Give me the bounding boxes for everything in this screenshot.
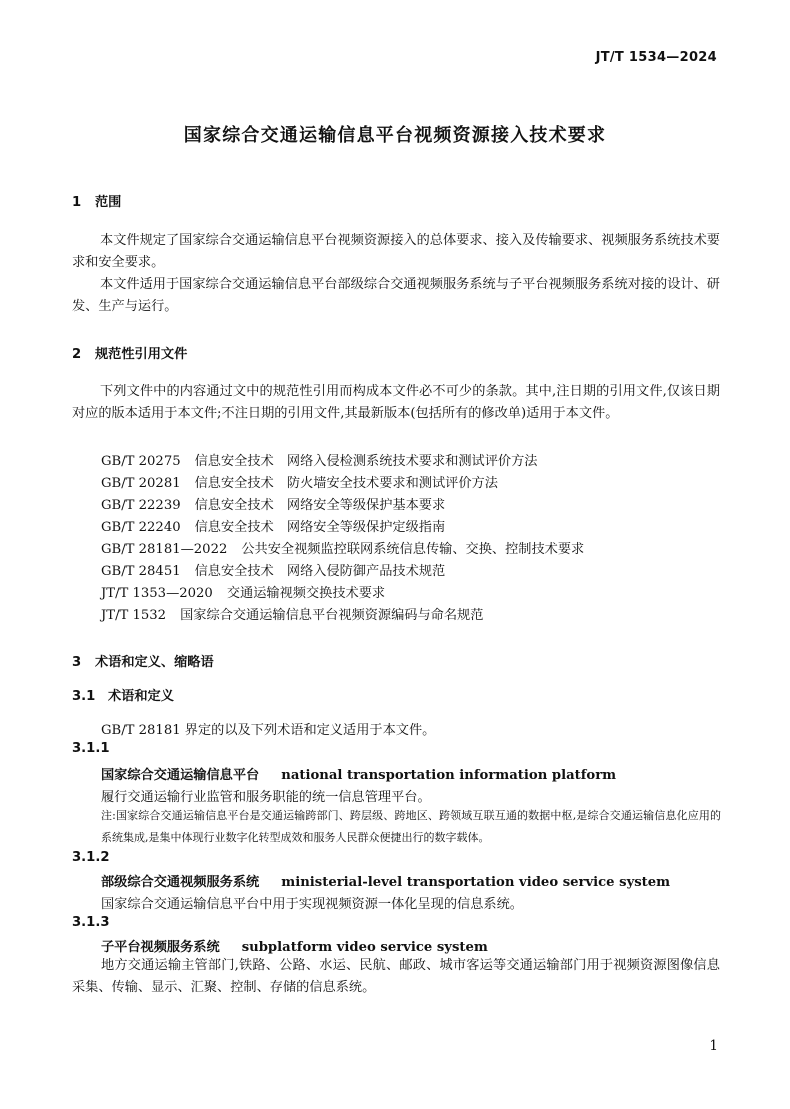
reference-name: 国家综合交通运输信息平台视频资源编码与命名规范 xyxy=(180,608,484,623)
term-english: ministerial-level transportation video service system xyxy=(281,875,671,890)
section-2-intro: 下列文件中的内容通过文中的规范性引用而构成本文件必不可少的条款。其中,注日期的引用文件,仅该日期对应的版本适用于本文件;不注日期的引用文件,其最新版本(包括所有的修改单)适用于本文件。 xyxy=(72,384,720,421)
section-1-paragraph-2: 本文件适用于国家综合交通运输信息平台部级综合交通视频服务系统与子平台视频服务系统对接的设计、研发、生产与运行。 xyxy=(72,277,720,314)
reference-item xyxy=(101,582,385,601)
reference-name: 信息安全技术 网络安全等级保护基本要求 xyxy=(194,498,446,513)
section-title: 范围 xyxy=(95,195,122,210)
reference-name: 公共安全视频监控联网系统信息传输、交换、控制技术要求 xyxy=(241,542,585,557)
term-number: 3.1.3 xyxy=(72,915,110,930)
reference-item xyxy=(101,538,584,557)
reference-code: GB/T 22239 xyxy=(101,498,181,513)
section-number: 2 xyxy=(72,347,82,362)
section-1-paragraph-1: 本文件规定了国家综合交通运输信息平台视频资源接入的总体要求、接入及传输要求、视频服务系统技术要求和安全要求。 xyxy=(72,233,720,270)
section-title: 规范性引用文件 xyxy=(95,347,188,362)
term-heading xyxy=(101,936,488,955)
subsection-number: 3.1 xyxy=(72,689,96,704)
term-note: 注:国家综合交通运输信息平台是交通运输跨部门、跨层级、跨地区、跨领域互联互通的数据中枢,是综合交通运输信息化应用的系统集成,是集中体现行业数字化转型成效和服务人民群众便捷出行的数字载体。 xyxy=(101,809,721,844)
section-number: 3 xyxy=(72,655,82,670)
reference-code: GB/T 28451 xyxy=(101,564,181,579)
reference-item xyxy=(101,472,498,491)
term-heading xyxy=(101,764,616,783)
reference-name: 信息安全技术 防火墙安全技术要求和测试评价方法 xyxy=(194,476,498,491)
term-chinese: 部级综合交通视频服务系统 xyxy=(101,875,260,890)
reference-item xyxy=(101,516,445,535)
subsection-3-1-heading xyxy=(72,685,174,704)
reference-item xyxy=(101,604,483,623)
term-definition: 履行交通运输行业监管和服务职能的统一信息管理平台。 xyxy=(101,790,431,805)
section-2-heading xyxy=(72,343,187,362)
reference-code: GB/T 20281 xyxy=(101,476,181,491)
reference-code: GB/T 28181—2022 xyxy=(101,542,228,557)
section-title: 术语和定义、缩略语 xyxy=(95,655,214,670)
reference-name: 信息安全技术 网络入侵检测系统技术要求和测试评价方法 xyxy=(194,454,538,469)
reference-name: 信息安全技术 网络安全等级保护定级指南 xyxy=(194,520,446,535)
term-chinese: 子平台视频服务系统 xyxy=(101,940,220,955)
reference-code: GB/T 20275 xyxy=(101,454,181,469)
term-number: 3.1.2 xyxy=(72,850,110,865)
reference-code: GB/T 22240 xyxy=(101,520,181,535)
term-english: national transportation information platform xyxy=(281,768,617,783)
term-english: subplatform video service system xyxy=(241,940,488,955)
page-number: 1 xyxy=(709,1038,718,1054)
document-code: JT/T 1534—2024 xyxy=(595,50,717,65)
term-number: 3.1.1 xyxy=(72,741,110,756)
terms-intro: GB/T 28181 界定的以及下列术语和定义适用于本文件。 xyxy=(101,723,436,738)
subsection-title: 术语和定义 xyxy=(108,689,174,704)
document-title: 国家综合交通运输信息平台视频资源接入技术要求 xyxy=(183,125,607,146)
section-number: 1 xyxy=(72,195,82,210)
term-heading xyxy=(101,871,670,890)
reference-item xyxy=(101,450,537,469)
reference-code: JT/T 1353—2020 xyxy=(101,586,213,601)
reference-code: JT/T 1532 xyxy=(101,608,167,623)
reference-name: 信息安全技术 网络入侵防御产品技术规范 xyxy=(194,564,446,579)
reference-name: 交通运输视频交换技术要求 xyxy=(226,586,386,601)
term-definition: 国家综合交通运输信息平台中用于实现视频资源一体化呈现的信息系统。 xyxy=(101,897,523,912)
term-definition: 地方交通运输主管部门,铁路、公路、水运、民航、邮政、城市客运等交通运输部门用于视频资源图像信息采集、传输、显示、汇聚、控制、存储的信息系统。 xyxy=(72,958,720,995)
term-chinese: 国家综合交通运输信息平台 xyxy=(101,768,260,783)
section-3-heading xyxy=(72,651,214,670)
reference-item xyxy=(101,560,445,579)
reference-item xyxy=(101,494,445,513)
section-1-heading xyxy=(72,191,121,210)
